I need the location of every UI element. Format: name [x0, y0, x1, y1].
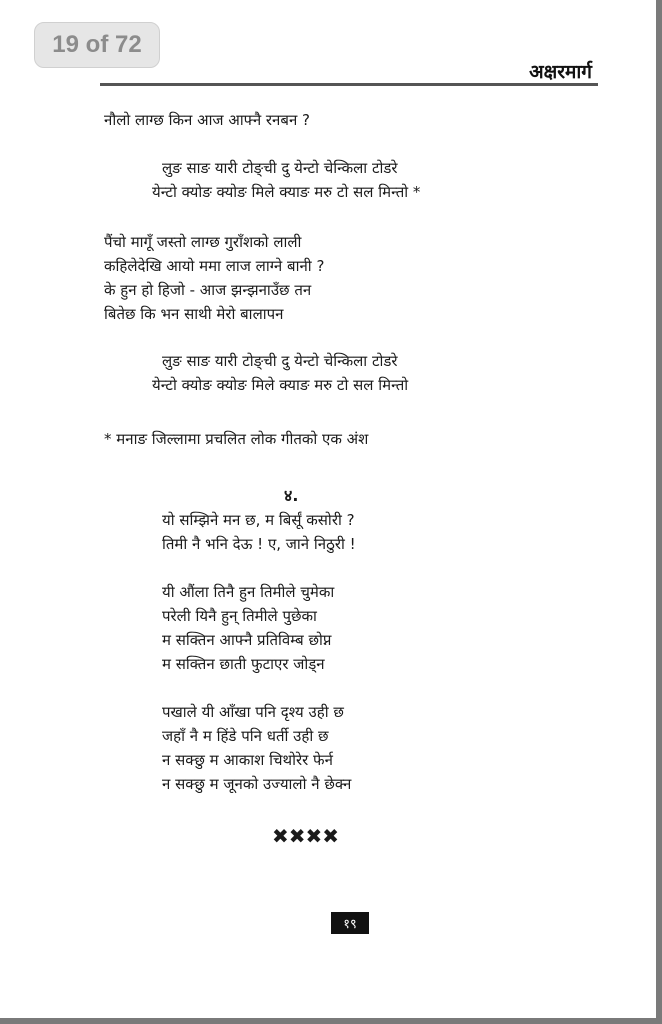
poem-line: येन्टो क्योङ क्योङ मिले क्याङ मरु टो सल मिन्तो * — [152, 183, 421, 201]
poem-b-stanza-1 — [162, 508, 356, 556]
poem-line: यी औंला तिनै हुन तिमीले चुमेका — [162, 583, 335, 601]
poem-line: न सक्छु म जूनको उज्यालो नै छेक्न — [162, 775, 352, 793]
poem-a-refrain-1 — [152, 156, 420, 204]
poem-line: जहाँ नै म हिंडे पनि धर्ती उही छ — [162, 727, 329, 745]
poem-a-stanza-2 — [104, 230, 324, 326]
page-number-folio: १९ — [331, 912, 369, 934]
footnote-line: * मनाङ जिल्लामा प्रचलित लोक गीतको एक अंश — [104, 430, 369, 448]
poem-a-opening — [104, 108, 310, 132]
poem-line: नौलो लाग्छ किन आज आफ्नै रनबन ? — [104, 111, 310, 129]
poem-line: पैंचो मागूँ जस्तो लाग्छ गुराँशको लाली — [104, 233, 302, 251]
poem-line: लुङ साङ यारी टोङ्ची दु येन्टो चेन्किला टोडरे — [162, 159, 398, 177]
section-end-ornament: ✖✖✖✖ — [272, 824, 340, 848]
poem-line: परेली यिनै हुन् तिमीले पुछेका — [162, 607, 317, 625]
poem-line: येन्टो क्योङ क्योङ मिले क्याङ मरु टो सल मिन्तो — [152, 376, 409, 394]
poem-line: बितेछ कि भन साथी मेरो बालापन — [104, 305, 284, 323]
running-title: अक्षरमार्ग — [529, 61, 592, 83]
poem-number: ४. — [284, 486, 299, 505]
poem-a-refrain-2 — [152, 349, 408, 397]
poem-b-stanza-3 — [162, 700, 351, 796]
poem-line: यो सम्झिने मन छ, म बिर्सूं कसोरी ? — [162, 511, 355, 529]
page-edge-bottom — [0, 1018, 662, 1024]
poem-line: म सक्तिन आफ्नै प्रतिविम्ब छोप्न — [162, 631, 332, 649]
poem-line: लुङ साङ यारी टोङ्ची दु येन्टो चेन्किला टोडरे — [162, 352, 398, 370]
page-counter-badge: 19 of 72 — [34, 22, 160, 68]
poem-line: न सक्छु म आकाश चिथोरेर फेर्न — [162, 751, 333, 769]
poem-line: पखाले यी आँखा पनि दृश्य उही छ — [162, 703, 344, 721]
poem-a-footnote — [104, 427, 368, 451]
poem-line: के हुन हो हिजो - आज झन्झनाउँछ तन — [104, 281, 312, 299]
poem-line: म सक्तिन छाती फुटाएर जोड्न — [162, 655, 325, 673]
header-rule — [100, 83, 598, 86]
page-edge-right — [656, 0, 662, 1024]
poem-line: तिमी नै भनि देऊ ! ए, जाने निठुरी ! — [162, 535, 356, 553]
poem-b-stanza-2 — [162, 580, 334, 676]
poem-line: कहिलेदेखि आयो ममा लाज लाग्ने बानी ? — [104, 257, 325, 275]
